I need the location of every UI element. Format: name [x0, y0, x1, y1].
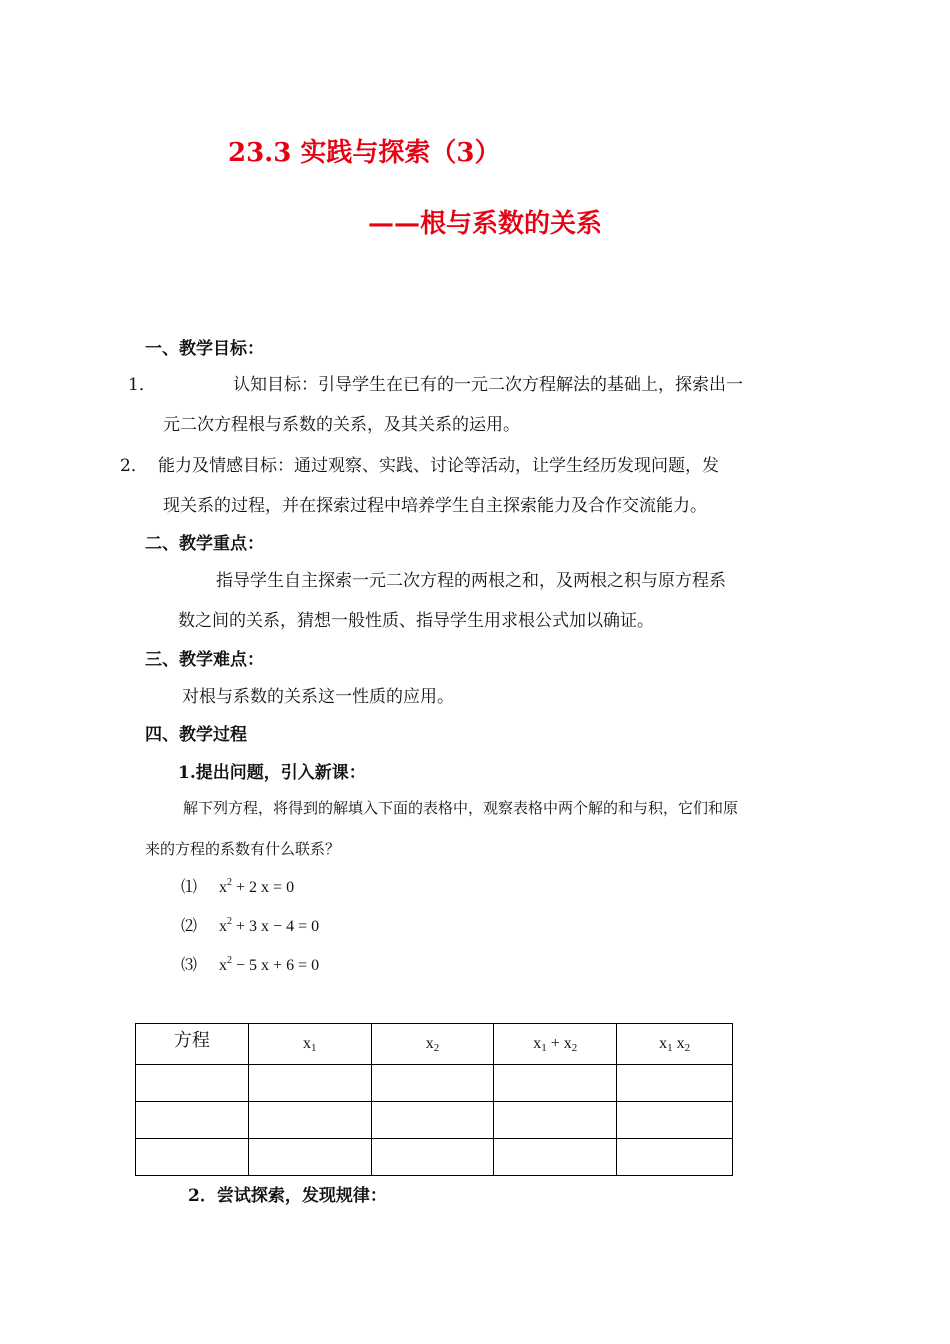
table-cell[interactable] [248, 1139, 371, 1176]
section-heading-objectives: 一、教学目标： [145, 339, 264, 359]
process-intro-line1: 解下列方程，将得到的解填入下面的表格中，观察表格中两个解的和与积，它们和原 [183, 799, 739, 817]
key-points-line2: 数之间的关系，猜想一般性质、指导学生用求根公式加以确证。 [178, 611, 654, 631]
header-x2 [371, 1024, 494, 1065]
header-equation: 方程 [136, 1024, 249, 1065]
header-x1 [248, 1024, 371, 1065]
equation-rest: − 5 x + 6 = 0 [236, 957, 320, 974]
header-product [617, 1024, 733, 1065]
process-step-2: 2．尝试探索，发现规律： [188, 1186, 387, 1206]
table-cell[interactable] [136, 1139, 249, 1176]
process-step-1: 1.提出问题，引入新课： [178, 763, 366, 783]
equation-1 [181, 874, 294, 897]
table-row [136, 1102, 733, 1139]
table-cell[interactable] [371, 1102, 494, 1139]
process-intro-line2: 来的方程的系数有什么联系？ [145, 840, 341, 858]
header-sum-b: x [563, 1034, 572, 1052]
equation-exponent: 2 [227, 916, 233, 927]
header-x1-sub: 1 [310, 1041, 317, 1054]
section-heading-key-points: 二、教学重点： [145, 534, 264, 554]
table-cell[interactable] [136, 1065, 249, 1102]
table-cell[interactable] [494, 1139, 617, 1176]
header-sum-a-sub: 1 [541, 1041, 547, 1054]
header-x1-base: x [302, 1034, 311, 1052]
objective-2-line1: 能力及情感目标：通过观察、实践、讨论等活动，让学生经历发现问题，发 [158, 456, 719, 476]
roots-table [135, 1023, 733, 1176]
header-sum-op: + [546, 1034, 564, 1052]
difficulties-line1: 对根与系数的关系这一性质的应用。 [182, 687, 454, 707]
equation-var: x [219, 879, 228, 896]
objective-2-number: 2． [120, 456, 148, 476]
section-heading-difficulties: 三、教学难点： [145, 650, 264, 670]
header-product-b: x [672, 1034, 685, 1052]
header-x2-sub: 2 [433, 1041, 440, 1054]
equation-var: x [219, 918, 228, 935]
table-cell[interactable] [617, 1139, 733, 1176]
doc-subtitle: ——根与系数的关系 [368, 209, 603, 239]
table-cell[interactable] [248, 1065, 371, 1102]
table-cell[interactable] [617, 1065, 733, 1102]
table-row [136, 1139, 733, 1176]
header-product-b-sub: 2 [684, 1041, 691, 1054]
header-sum-b-sub: 2 [571, 1041, 578, 1054]
equation-3 [181, 952, 319, 975]
table-cell[interactable] [371, 1139, 494, 1176]
header-sum [494, 1024, 617, 1065]
section-heading-process: 四、教学过程 [145, 725, 247, 745]
doc-title: 23.3 实践与探索（3） [228, 138, 501, 168]
header-product-a: x [659, 1034, 668, 1052]
key-points-line1: 指导学生自主探索一元二次方程的两根之和，及两根之积与原方程系 [216, 571, 726, 591]
objective-1-line2: 元二次方程根与系数的关系，及其关系的运用。 [163, 415, 520, 435]
equation-2 [181, 913, 319, 936]
objective-1-number: 1． [128, 375, 156, 395]
header-sum-a: x [533, 1034, 542, 1052]
table-cell[interactable] [248, 1102, 371, 1139]
equation-label: ⑴ [181, 879, 198, 896]
objective-1-line1: 认知目标：引导学生在已有的一元二次方程解法的基础上，探索出一 [233, 375, 743, 395]
table-cell[interactable] [494, 1065, 617, 1102]
table-row [136, 1065, 733, 1102]
table-cell[interactable] [617, 1102, 733, 1139]
header-x2-base: x [425, 1034, 434, 1052]
equation-label: ⑶ [181, 957, 198, 974]
header-product-a-sub: 1 [667, 1041, 673, 1054]
equation-var: x [219, 957, 228, 974]
objective-2-line2: 现关系的过程，并在探索过程中培养学生自主探索能力及合作交流能力。 [163, 496, 707, 516]
equation-rest: + 3 x − 4 = 0 [236, 918, 320, 935]
equation-exponent: 2 [227, 955, 233, 966]
table-cell[interactable] [136, 1102, 249, 1139]
table-cell[interactable] [494, 1102, 617, 1139]
equation-exponent: 2 [227, 877, 233, 888]
equation-label: ⑵ [181, 918, 198, 935]
equation-rest: + 2 x = 0 [236, 879, 295, 896]
table-header-row [136, 1024, 733, 1065]
table-cell[interactable] [371, 1065, 494, 1102]
